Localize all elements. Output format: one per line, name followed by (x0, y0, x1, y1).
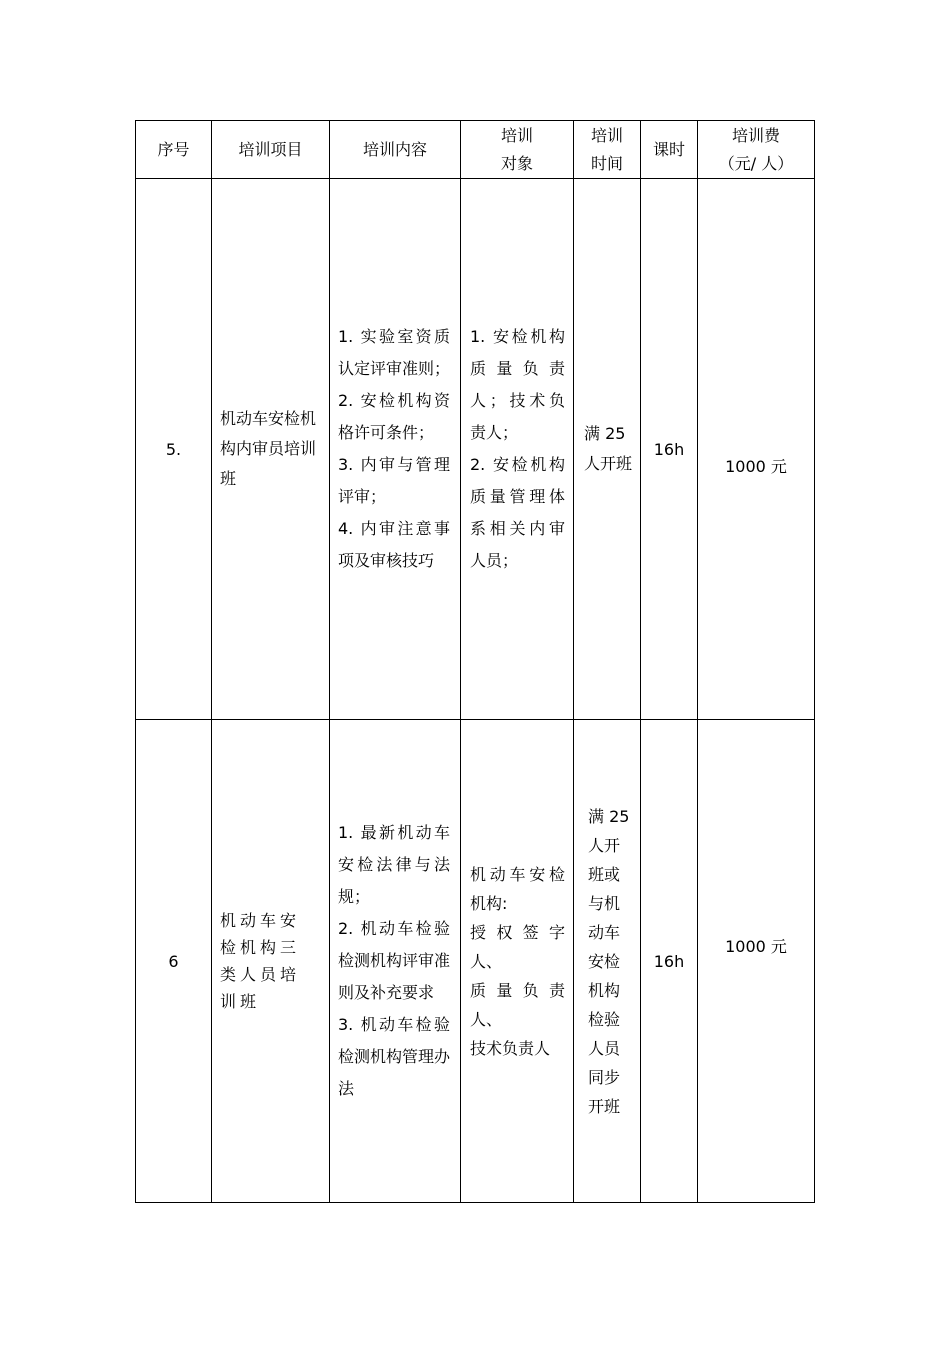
training-table (135, 120, 815, 1203)
header-row (136, 121, 815, 179)
header-fee-line2: （元/ 人） (718, 153, 794, 173)
target-item: 机动车安检机构: (470, 864, 565, 913)
content-item: 2. 安检机构资格许可条件； (338, 391, 450, 442)
row-fee-text: 1000 元 (725, 456, 787, 476)
content-item: 4. 内审注意事项及审核技巧 (338, 519, 450, 570)
row-time-text: 满 25 人开班 (584, 424, 633, 473)
row-content (330, 179, 461, 720)
content-item: 3. 机动车检验检测机构管理办法 (338, 1015, 451, 1098)
content-item: 2. 机动车检验检测机构评审准则及补充要求 (338, 919, 451, 1002)
target-item: 技术负责人 (470, 1038, 551, 1058)
table-row (136, 720, 815, 1203)
header-time (574, 121, 641, 179)
row-seq: 6 (136, 720, 212, 1203)
header-target (461, 121, 574, 179)
header-time-line2: 时间 (590, 153, 623, 173)
header-content: 培训内容 (330, 121, 461, 179)
row-hours: 16h (641, 720, 698, 1203)
target-item: 1. 安检机构质量负责人；技术负责人； (470, 327, 565, 442)
row-time (574, 720, 641, 1203)
row-time (574, 179, 641, 720)
header-fee-line1: 培训费 (731, 125, 780, 145)
header-target-line1: 培训 (500, 125, 533, 145)
row-project (212, 720, 330, 1203)
target-item: 授权签字人、 (470, 922, 565, 971)
row-project (212, 179, 330, 720)
header-hours: 课时 (641, 121, 698, 179)
row-fee-text: 1000 元 (725, 936, 787, 956)
row-seq: 5. (136, 179, 212, 720)
row-target (461, 179, 574, 720)
row-project-text: 机动车安检机构内审员培训班 (220, 409, 317, 488)
row-target (461, 720, 574, 1203)
header-time-line1: 培训 (590, 125, 623, 145)
header-seq: 序号 (136, 121, 212, 179)
row-fee (698, 720, 815, 1203)
content-item: 1. 实验室资质认定评审准则； (338, 327, 451, 378)
header-fee (698, 121, 815, 179)
header-project: 培训项目 (212, 121, 330, 179)
row-hours: 16h (641, 179, 698, 720)
row-fee (698, 179, 815, 720)
row-content (330, 720, 461, 1203)
content-item: 3. 内审与管理评审； (338, 455, 450, 506)
header-target-line2: 对象 (500, 153, 533, 173)
row-time-text: 满 25 人开班或与机动车安检机构检验人员同步开班 (588, 806, 630, 1116)
table-row (136, 179, 815, 720)
target-item: 质量负责人、 (470, 980, 565, 1029)
row-project-text: 机动车安检机构三类人员培训班 (220, 911, 301, 1011)
target-item: 2. 安检机构质量管理体系相关内审人员； (470, 455, 565, 570)
content-item: 1. 最新机动车安检法律与法规； (338, 823, 450, 906)
